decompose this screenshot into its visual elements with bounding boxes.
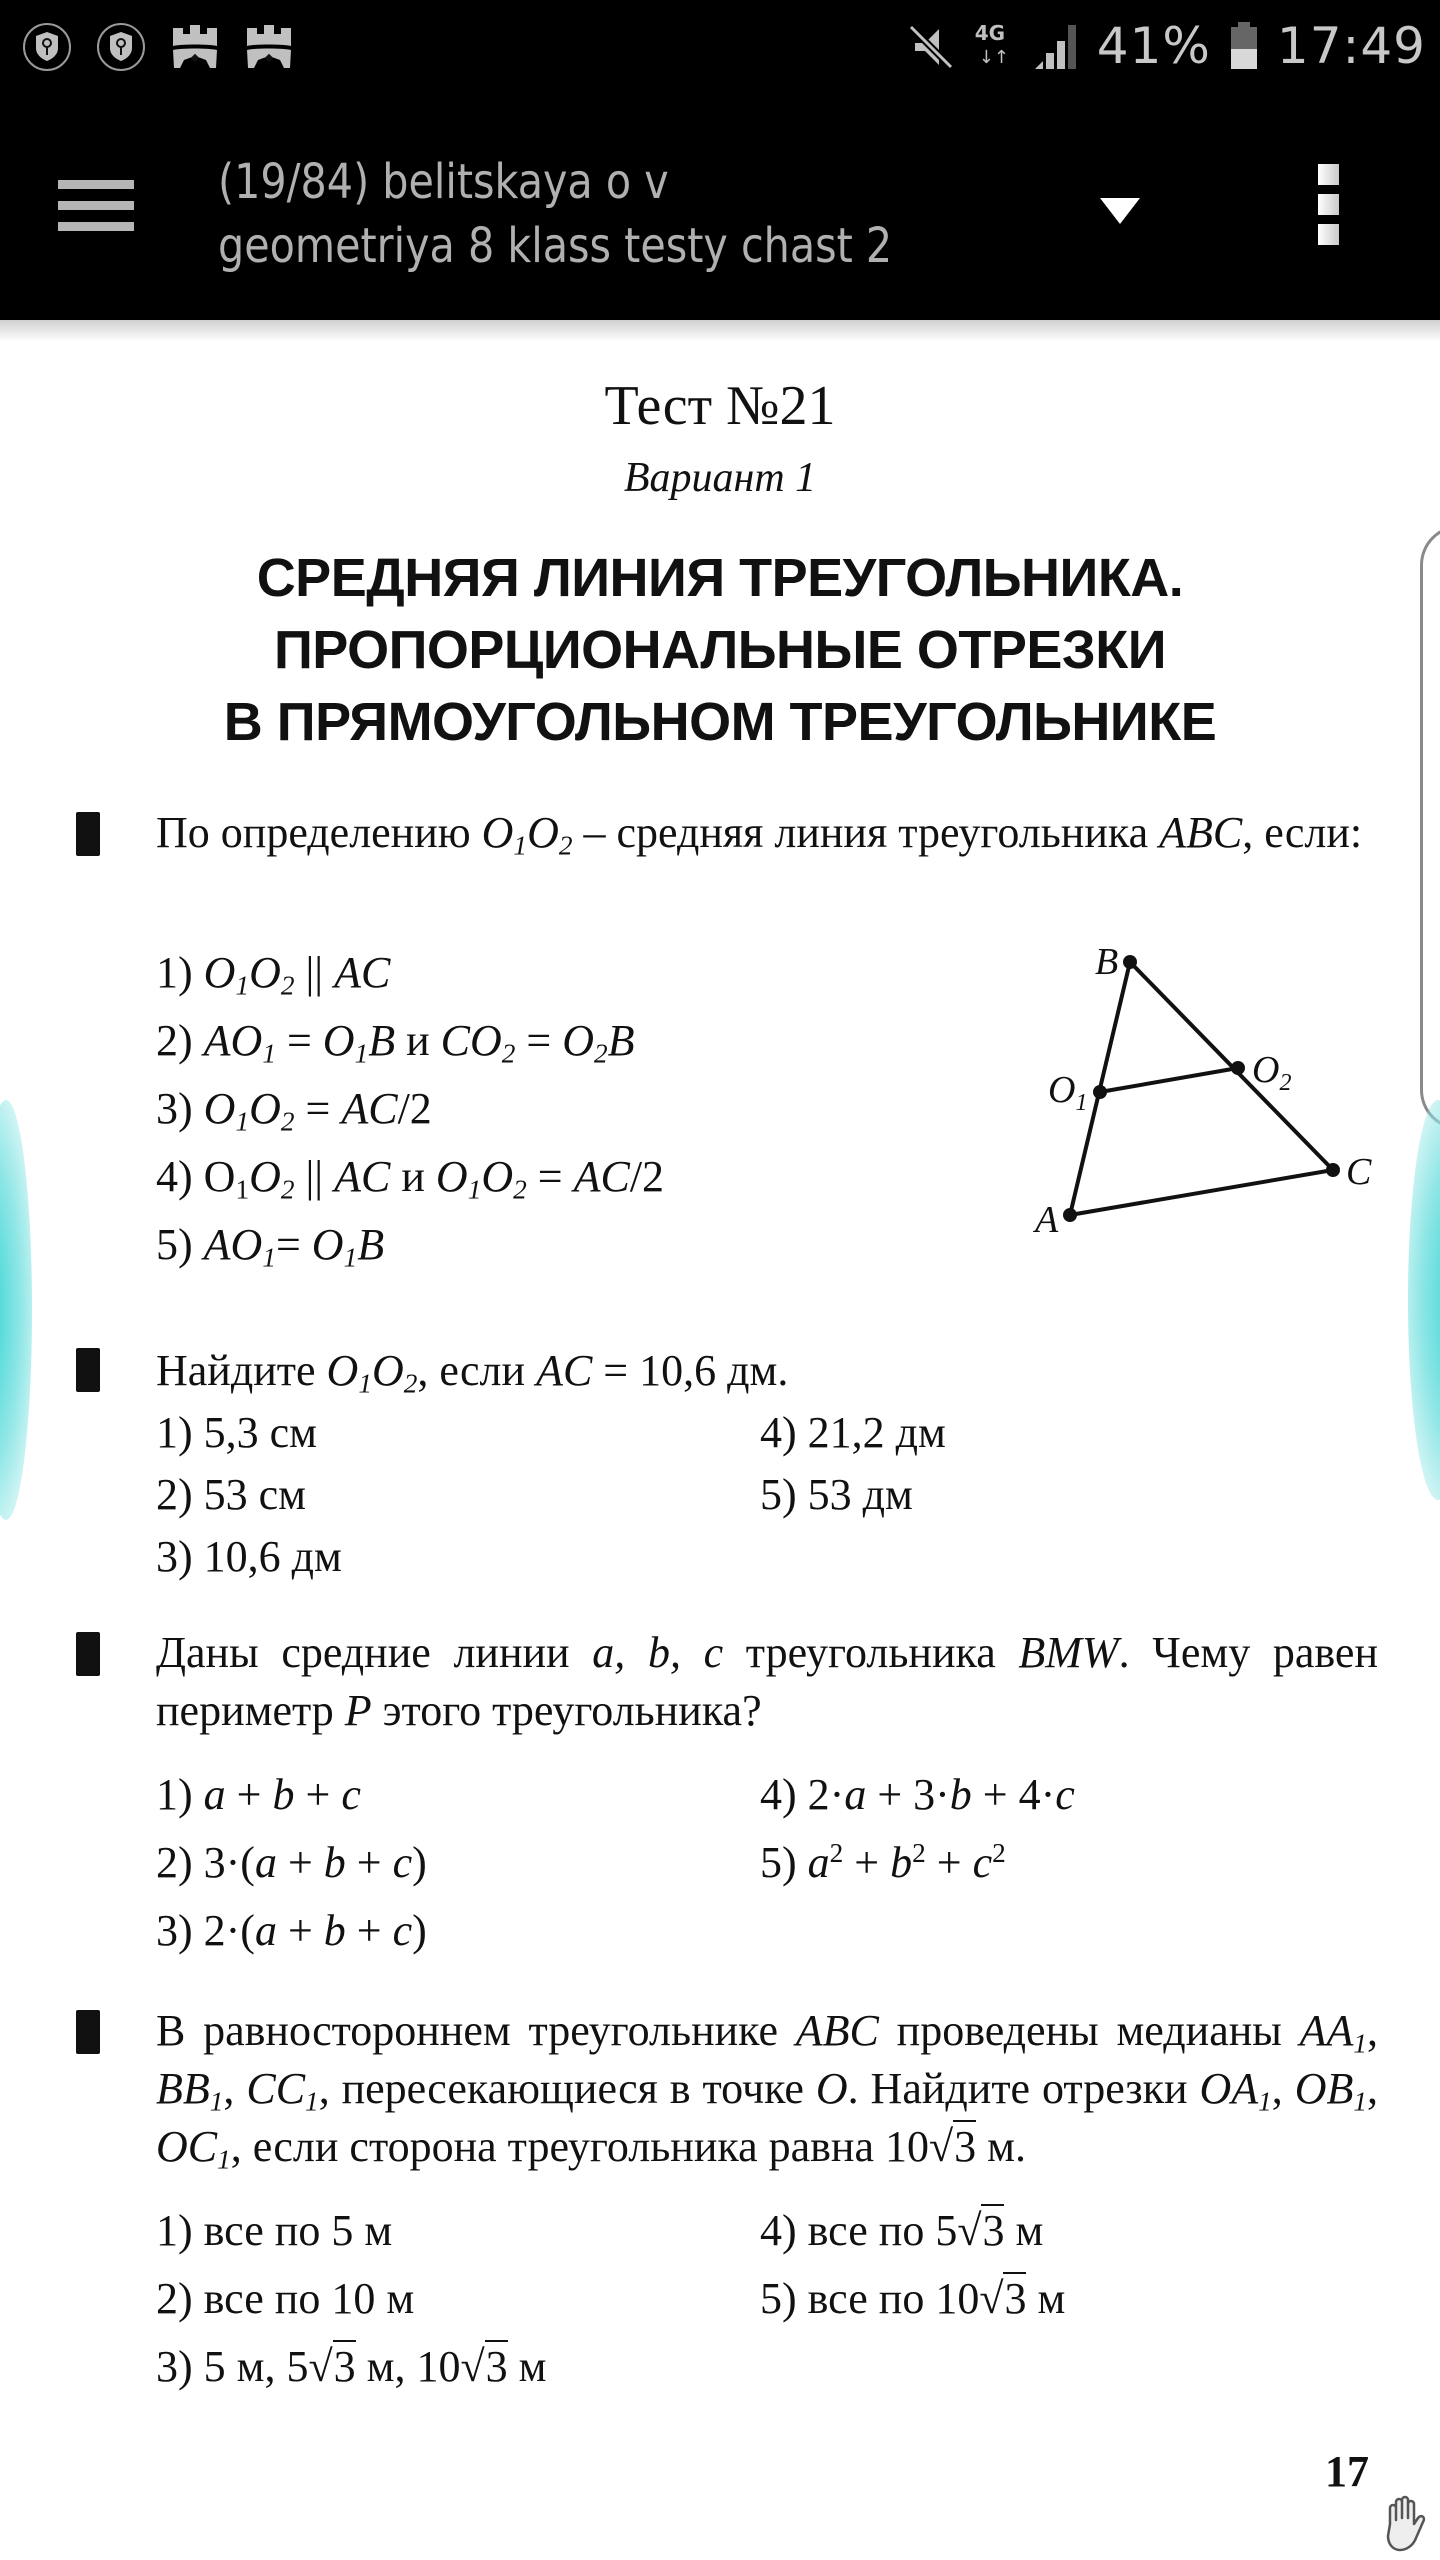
topic-line: В ПРЯМОУГОЛЬНОМ ТРЕУГОЛЬНИКЕ	[223, 692, 1217, 752]
question-number-marker	[76, 2010, 100, 2054]
question-3-option-4: 4) 2·a + 3·b + 4·c	[760, 1770, 1075, 1819]
document-title-line1: (19/84) belitskaya o v	[218, 154, 669, 210]
question-4-option-1: 1) все по 5 м	[156, 2206, 393, 2255]
document-title-line2: geometriya 8 klass testy chast 2	[218, 218, 893, 274]
app-bar-shadow	[0, 320, 1440, 342]
question-3-option-5: 5) $a^2 + b^2 + c^2$	[760, 1838, 1006, 1887]
system-status	[907, 18, 1426, 74]
question-3-option-2: 2) 3·(a + b + c)	[156, 1838, 427, 1887]
shield-key-icon	[96, 22, 146, 72]
hand-cursor-icon	[1380, 2494, 1434, 2554]
triangle-diagram	[1010, 932, 1390, 1242]
signal-icon	[1033, 21, 1079, 71]
crown-icon	[170, 22, 220, 72]
question-4-option-2: 2) все по 10 м	[156, 2274, 415, 2323]
shield-key-icon	[22, 22, 72, 72]
topic-heading	[0, 542, 1440, 758]
question-3-option-1: 1) a + b + c	[156, 1770, 361, 1819]
question-number-marker	[76, 1632, 100, 1676]
question-1-option-1: 1) $O_1O_2$ || AC	[156, 948, 391, 1001]
question-1-option-3: 3) $O_1O_2 = AC/2$	[156, 1084, 432, 1137]
triangle-down-icon[interactable]	[1098, 196, 1142, 226]
question-2-option-2: 2) 53 см	[156, 1470, 307, 1519]
question-2-text: Найдите $O_1O_2$, если AC = 10,6 дм.	[156, 1346, 789, 1399]
vertex-label-b: B	[1095, 941, 1119, 983]
question-1-option-5: 5) $AO_1= O_1B$	[156, 1220, 385, 1273]
battery-percent: 41%	[1096, 17, 1211, 75]
mute-icon	[907, 21, 957, 71]
question-3-text: Даны средние линии a, b, c треугольника BMW. Чему равен периметр P этого треугольника?	[156, 1628, 1379, 1735]
page-number: 17	[1325, 2447, 1369, 2496]
document-page[interactable]	[0, 342, 1440, 2560]
document-title	[218, 150, 923, 278]
4g-data-icon: 4G ↓↑	[974, 21, 1009, 68]
vertex-label-c: C	[1346, 1151, 1372, 1193]
status-bar	[0, 0, 1440, 100]
question-4-option-4: 4) все по 5√3 м	[760, 2206, 1044, 2255]
battery-icon	[1229, 21, 1259, 71]
question-2-option-4: 4) 21,2 дм	[760, 1408, 946, 1457]
question-number-marker	[76, 1348, 100, 1392]
question-4-option-3: 3) 5 м, 5√3 м, 10√3 м	[156, 2342, 547, 2391]
test-title: Тест №21	[604, 375, 836, 437]
question-number-marker	[76, 812, 100, 856]
more-vert-icon[interactable]	[1314, 164, 1342, 254]
question-4-text: В равностороннем треугольнике ABC проведены медианы $AA_1$, $BB_1$, $CC_1$, пересекающиеся в точке O. Найдите отрезки $OA_1$, $OB_1$, $OC_1$, если сторона треугольника равна 10√3 м.	[156, 2006, 1379, 2175]
question-2-option-5: 5) 53 дм	[760, 1470, 913, 1519]
vertex-label-a: A	[1035, 1199, 1059, 1241]
question-4-option-5: 5) все по 10√3 м	[760, 2274, 1066, 2323]
network-type-label: 4G	[974, 21, 1006, 45]
variant-label: Вариант 1	[623, 455, 817, 501]
question-1-text: По определению $O_1O_2$ – средняя линия треугольника ABC, если:	[156, 808, 1363, 861]
midpoint-label-o1: $O_1$	[1048, 1069, 1088, 1116]
notification-icons	[22, 22, 294, 72]
crown-icon	[244, 22, 294, 72]
question-3-option-3: 3) 2·(a + b + c)	[156, 1906, 427, 1955]
question-2-option-1: 1) 5,3 см	[156, 1408, 318, 1457]
question-1-option-4: 4) $O_1O_2$ || AC и $O_1O_2 = AC/2$	[156, 1152, 665, 1205]
question-2-option-3: 3) 10,6 дм	[156, 1532, 342, 1581]
topic-line: СРЕДНЯЯ ЛИНИЯ ТРЕУГОЛЬНИКА.	[256, 548, 1184, 608]
question-1-option-2: 2) $AO_1 = O_1B$ и $CO_2 = O_2B$	[156, 1016, 635, 1069]
edge-panel-handle[interactable]	[1420, 525, 1440, 1130]
midpoint-label-o2: $O_2$	[1252, 1049, 1292, 1096]
topic-line: ПРОПОРЦИОНАЛЬНЫЕ ОТРЕЗКИ	[273, 620, 1167, 680]
hamburger-icon[interactable]	[58, 180, 134, 232]
clock: 17:49	[1276, 17, 1426, 75]
